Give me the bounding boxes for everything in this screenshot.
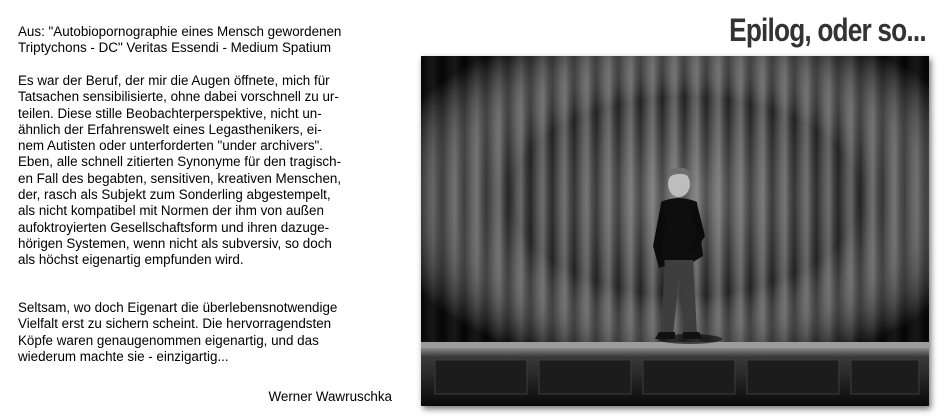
page-heading: Epilog, oder so... xyxy=(729,12,926,48)
stage-photo-image xyxy=(421,56,929,406)
body-paragraph-1: Es war der Beruf, der mir die Augen öffnete, mich für Tatsachen sensibilisierte, ohne dabei vorschnell zu ur- teilen. Diese stille Beobachterperspektive, nicht un- ähnlich der Erfahrenswelt eines Legasthenikers, ei- nem Autisten oder unterforderten "under archivers". Eben, alle schnell zitierten Synonyme für den tragisch- en Fall des begabten, sensitiven, kreativen Menschen, der, rasch als Subjekt zum Sonderling abgestempelt, als nicht kompatibel mit Normen der ihm von außen aufoktroyierten Gesellschaftsform und ihren dazuge- hörigen Systemen, wenn nicht als subversiv, so doch als höchst eigenartig empfunden wird. xyxy=(18,73,342,268)
stage-photo xyxy=(421,56,929,406)
body-paragraph-2: Seltsam, wo doch Eigenart die überlebensnotwendige Vielfalt erst zu sichern scheint. Die hervorragendsten Köpfe waren genaugenommen eigenartig, und das wiederum machte sie - einzigartig... xyxy=(18,300,338,364)
author-signature: Werner Wawruschka xyxy=(268,389,392,404)
source-citation: Aus: "Autobiopornographie eines Mensch gewordenen Triptychons - DC" Veritas Essendi - Medium Spatium xyxy=(18,24,342,55)
